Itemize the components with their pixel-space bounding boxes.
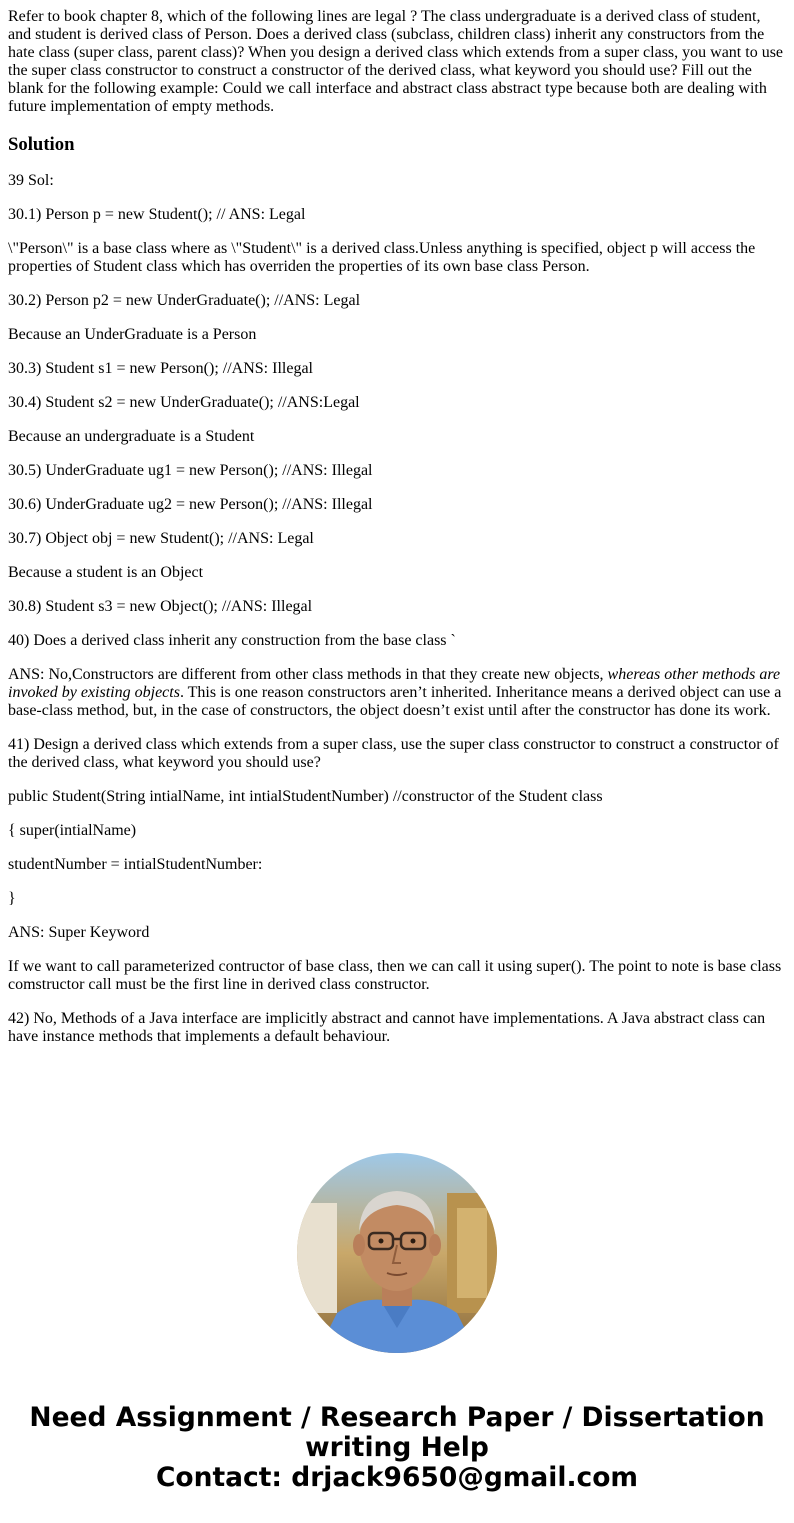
solution-paragraph: 41) Design a derived class which extends from a super class, use the super class constructor to construct a constructor of the derived class, what keyword you should use? (8, 736, 779, 771)
footer-line-2: writing Help (305, 1432, 489, 1463)
document-body (8, 8, 786, 1046)
solution-paragraph: 42) No, Methods of a Java interface are implicitly abstract and cannot have implementations. A Java abstract class can have instance methods that implements a default behaviour. (8, 1010, 766, 1045)
question-text: Refer to book chapter 8, which of the following lines are legal ? The class undergraduate is a derived class of student, and student is derived class of Person. Does a derived class (subclass, children class) inherit any constructors from the hate class (super class, parent class)? When you design a derived class which extends from a super class, you want to use the super class constructor to construct a constructor of the derived class, what keyword you should use? Fill out the blank for the following example: Could we call interface and abstract class abstract type because both are dealing with future implementation of empty methods. (8, 8, 784, 115)
answer-40-italic-text: whereas other methods are invoked by existing objects (8, 666, 781, 701)
footer-line-1: Need Assignment / Research Paper / Dissertation (29, 1402, 765, 1433)
solution-paragraph: 30.1) Person p = new Student(); // ANS: Legal (8, 206, 306, 223)
promo-footer (0, 1403, 794, 1493)
solution-paragraph: 30.6) UnderGraduate ug2 = new Person(); //ANS: Illegal (8, 496, 373, 513)
code-line: } (8, 890, 16, 907)
solution-paragraph: 30.4) Student s2 = new UnderGraduate(); //ANS:Legal (8, 394, 360, 411)
solution-paragraph: 40) Does a derived class inherit any construction from the base class ` (8, 632, 456, 649)
code-line: public Student(String intialName, int intialStudentNumber) //constructor of the Student class (8, 788, 603, 805)
answer-40-paragraph (8, 666, 786, 720)
solution-paragraph: Because an UnderGraduate is a Person (8, 326, 257, 343)
solution-heading: Solution (8, 134, 75, 155)
solution-paragraph: Because a student is an Object (8, 564, 204, 581)
author-portrait-image (297, 1153, 497, 1353)
solution-paragraph: 30.2) Person p2 = new UnderGraduate(); //ANS: Legal (8, 292, 361, 309)
code-line: studentNumber = intialStudentNumber: (8, 856, 263, 873)
solution-paragraph: \"Person\" is a base class where as \"Student\" is a derived class.Unless anything is specified, object p will access the properties of Student class which has overriden the properties of its own base class Person. (8, 240, 756, 275)
solution-paragraph: 30.3) Student s1 = new Person(); //ANS: Illegal (8, 360, 313, 377)
solution-paragraph: 30.5) UnderGraduate ug1 = new Person(); //ANS: Illegal (8, 462, 373, 479)
footer-contact-line: Contact: drjack9650@gmail.com (155, 1462, 639, 1493)
solution-paragraph: Because an undergraduate is a Student (8, 428, 255, 445)
solution-paragraph: 30.7) Object obj = new Student(); //ANS: Legal (8, 530, 314, 547)
author-avatar (297, 1153, 497, 1353)
solution-paragraph: 39 Sol: (8, 172, 54, 189)
solution-paragraph: ANS: Super Keyword (8, 924, 150, 941)
answer-40-text-before: ANS: No,Constructors are different from other class methods in that they create new objects, (8, 666, 608, 683)
answer-40-text-after: . This is one reason constructors aren’t inherited. Inheritance means a derived object can use a base-class method, but, in the case of constructors, the object doesn’t exist until after the constructor has done its work. (8, 684, 782, 719)
code-line: { super(intialName) (8, 822, 137, 839)
solution-paragraph: 30.8) Student s3 = new Object(); //ANS: Illegal (8, 598, 313, 615)
solution-paragraph: If we want to call parameterized contructor of base class, then we can call it using super(). The point to note is base class comstructor call must be the first line in derived class constructor. (8, 958, 782, 993)
